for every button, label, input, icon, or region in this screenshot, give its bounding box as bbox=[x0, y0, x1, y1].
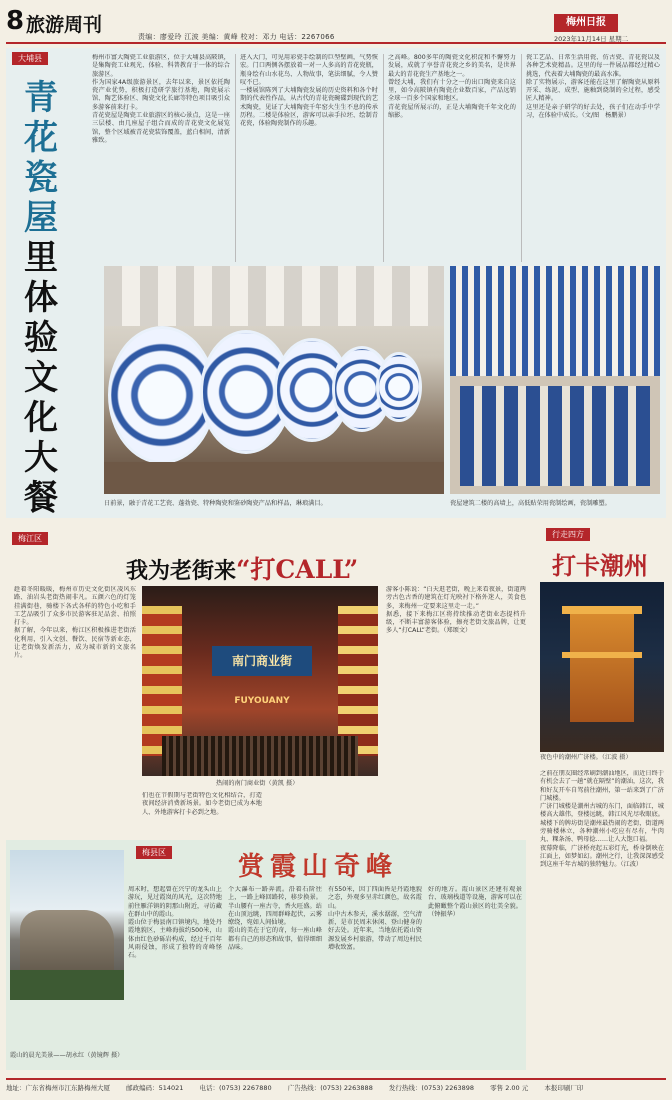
street-column-3: 游客小陈说：“白天逛老街，晚上来看夜景，街道两旁古色古香的建筑在灯光映衬下格外迷人，美食也多，来梅州一定要来这里走一走。” 据悉，接下来梅江区将持续推动老街业态提档升级，不断丰富游客体验，擦亮老街文旅品牌，让更多人“打CALL”老街。（郑颂文） bbox=[386, 586, 526, 635]
footer-price: 零售 2.00 元 bbox=[490, 1084, 529, 1092]
feature-section bbox=[6, 48, 666, 518]
forest bbox=[10, 970, 124, 1000]
footer-phone: 电话：(0753) 2267880 bbox=[199, 1084, 272, 1092]
feature-column-3: 之高峰。800多年的陶瓷文化积淀和不懈努力发展，成就了享誉青花瓷之乡的美名，是世界最大的青花瓷生产基地之一。 曾经大埔，我们有十分之一的出口陶瓷来自这里，如今高陂镇有陶瓷企业数百家，产品远销全球一百多个国家和地区。 青花瓷屋所展示的，正是大埔陶瓷千年文化的缩影。 bbox=[388, 54, 516, 120]
vase-shelves bbox=[460, 386, 650, 486]
footer-ad-phone: 广告热线：(0753) 2263888 bbox=[287, 1084, 373, 1092]
page-footer bbox=[6, 1078, 666, 1096]
tower-roof bbox=[562, 652, 642, 658]
section-tag: 行走四方 bbox=[546, 528, 590, 541]
danxia-mountain-photo bbox=[10, 850, 124, 1000]
column-rule bbox=[383, 54, 384, 262]
page-number: 8 bbox=[6, 6, 25, 36]
feature-column-4: 瓷工艺品、日常生活用瓷、仿古瓷、青花瓷以及各种艺术瓷精品。这里的每一件展品都经过精心挑选，代表着大埔陶瓷的最高水准。 除了实物展示，游客还能在这里了解陶瓷从原料开采、练泥、成型、施釉到烧制的全过程，感受匠人精神。 这里还是亲子研学的好去处，孩子们在动手中学习，在体验中成长。（文/图 杨鹏景） bbox=[526, 54, 660, 120]
street-sign-pinyin: FUYOUANY bbox=[234, 696, 290, 706]
newspaper-logo: 梅州日报 bbox=[554, 14, 618, 32]
page-header bbox=[6, 4, 666, 44]
issue-date: 2023年11月14日 星期二 bbox=[554, 35, 629, 43]
danxia-column-3: 有550米，因丁四面皆是丹霞地貌之态，外观多呈赤红颜色，故名霞山。 山中古木参天，溪水潺潺，空气清新，是市民周末休闲、登山健身的好去处。近年来，当地依托霞山资源发展乡村旅游，带动了周边村民增收致富。 bbox=[328, 886, 422, 952]
danxia-headline: 赏霞山奇峰 bbox=[238, 852, 399, 882]
headline-prefix: 我为老街来 bbox=[126, 558, 237, 584]
danxia-section bbox=[6, 840, 526, 1070]
photo-caption-right: 瓷屋建筑二楼的高墙上，高低贴荣用瓷制绘画，瓷制雕塑。 bbox=[450, 500, 611, 507]
section-tag: 梅县区 bbox=[136, 846, 172, 859]
section-tag: 梅江区 bbox=[12, 532, 48, 545]
feature-headline bbox=[24, 78, 74, 518]
chaozhou-photo-caption: 夜色中的潮州广济楼。（江波 摄） bbox=[540, 754, 632, 761]
crowd bbox=[162, 736, 358, 776]
guangji-tower-photo bbox=[540, 582, 664, 752]
chaozhou-text: 之前在朋友圈经常刷到潮汕地区，而近日终于有机会去了一趟“就在隔壁”的潮汕，这次，我和好友开车自驾前往潮州，第一站来到了广济门城楼。 广济门城楼是潮州古城的东门，面临韩江，城楼高大雄伟，登楼远眺，韩江风光尽收眼底。城楼下的牌坊街是潮州最热闹的老街，街道两旁骑楼林立，各种潮州小吃应有尽有，牛肉丸、粿条汤、鸭母捻……让人大饱口福。 夜幕降临，广济桥亮起五彩灯光，桥身倒映在江面上，如梦如幻。潮州之行，让我深深感受到这座千年古城的独特魅力。（江波） bbox=[540, 770, 664, 869]
danxia-photo-caption: 霞山的晨光美景——胡永红（黄镜辉 摄） bbox=[10, 1052, 124, 1059]
street-lanterns-left bbox=[142, 606, 182, 756]
headline-highlight: “打CALL” bbox=[236, 555, 359, 584]
footer-distribution: 发行热线：(0753) 2263898 bbox=[388, 1084, 475, 1092]
street-headline bbox=[126, 550, 358, 586]
headline-rest: 里体验文化大餐 bbox=[24, 238, 58, 518]
porcelain-wall-photo bbox=[450, 266, 660, 494]
street-column-2: 们也在节假期与老街特色文化相结合，打造夜间经济消费新场景。如今老街已成为本地人、外地游客打卡必到之地。 bbox=[142, 792, 262, 816]
footer-postcode: 邮政编码：514021 bbox=[126, 1084, 184, 1092]
tower-roof bbox=[562, 606, 642, 614]
porcelain-mosaic-wall bbox=[450, 266, 660, 376]
section-title: 旅游周刊 bbox=[26, 14, 103, 36]
feature-column-1: 梅州市富大陶瓷工业旅游区，位于大埔县高陂镇，是集陶瓷工业观光、体验、科普教育于一体的综合旅游区。 作为国家4A级旅游景区，去年以来，景区依托陶瓷产业优势，积极打造研学旅行基地，陶瓷展示馆、陶艺体验区、陶瓷文化长廊等特色项目吸引众多游客前来打卡。 青花瓷屋是陶瓷工业旅游区的核心景点，这是一座三层楼、由几座屋子组合而成的青花瓷文化展览馆，整个区域被青花瓷装饰覆盖，蓝白相间，清新雅致。 bbox=[92, 54, 230, 144]
old-street-photo bbox=[142, 586, 378, 776]
danxia-column-1: 周末时，想起曾在兴宁的龙头山上游玩，见过霞岚的风光，这次特地前往雁洋镇的阴那山附近，寻访藏在群山中的霞山。 霞山位于梅县南口镇境内，地处丹霞地貌区，主峰海拔约500米，山体由红色砂砾岩构成，经过千百年风雨侵蚀，形成了独特的奇峰怪石。 bbox=[128, 886, 222, 960]
street-photo-caption: 热闹的南门商业街（黄凯 摄） bbox=[216, 780, 299, 787]
danxia-column-4: 好的地方。霞山景区还建有观景台、玻璃栈道等设施，游客可以在此俯瞰整个霞山景区的壮美全貌。（钟振华） bbox=[428, 886, 522, 918]
street-sign: 南门商业街 bbox=[212, 646, 312, 676]
tower-building bbox=[570, 612, 634, 722]
photo-caption-left: 日前景，融于青花工艺瓷、蓬勃瓷、特种陶瓷和鉴砂陶瓷产品和样品，琳琅满目。 bbox=[104, 500, 327, 507]
footer-address: 地址：广东省梅州市江东路梅州大厦 bbox=[6, 1084, 110, 1092]
column-rule bbox=[521, 54, 522, 262]
street-column-1: 趁着冬阳暖暖，梅州市历史文化街区凌风东路、油岩头老街热闹非凡。五颜六色的灯笼挂满街巷，骑楼下各式各样的特色小吃和手工艺品吸引了众多市民游客驻足品尝、拍照打卡。 据了解，今年以来，梅江区积极推进老街活化利用，引入文创、餐饮、民宿等新业态，让老街焕发新活力，成为城市新的文旅名片。 bbox=[14, 586, 136, 660]
section-tag: 大埔县 bbox=[12, 52, 48, 65]
feature-column-2: 进入大门，可见用彩瓷手绘制的巨型壁画，气势恢宏。门口两侧各摆放着一对一人多高的青花瓷瓶，瓶身绘有山水花鸟、人物故事，笔法细腻，令人赞叹不已。 一楼展馆陈列了大埔陶瓷发展的历史资料和各个时期的代表性作品，从古代的青花瓷碗碟到现代的艺术陶瓷，见证了大埔陶瓷千年窑火生生不息的传承历程。二楼是体验区，游客可以亲手拉坯、绘制青花瓷，体验陶瓷制作的乐趣。 bbox=[240, 54, 378, 128]
danxia-column-2: 个大瀑布一路奔流。沿着石阶往上，一路上峰回路转，移步换景。半山腰有一座古寺，香火旺盛。站在山顶远眺，四周群峰起伏，云雾缭绕，宛如人间仙境。 霞山的美在于它的奇，每一座山峰都有自己的形态和故事，值得细细品味。 bbox=[228, 886, 322, 952]
porcelain-plates-photo bbox=[104, 266, 444, 494]
street-lanterns-right bbox=[338, 606, 378, 756]
floor bbox=[104, 462, 444, 494]
footer-printer: 本报印刷厂印 bbox=[544, 1084, 584, 1092]
plate-image bbox=[376, 352, 422, 422]
chaozhou-headline: 打卡潮州 bbox=[552, 551, 648, 580]
column-rule bbox=[235, 54, 236, 262]
ceiling-structure bbox=[104, 266, 444, 326]
headline-highlight: 青花瓷屋 bbox=[24, 78, 58, 238]
editor-credits: 责编：廖爱玲 江波 美编：黄峰 校对：邓力 电话：2267066 bbox=[138, 33, 335, 41]
